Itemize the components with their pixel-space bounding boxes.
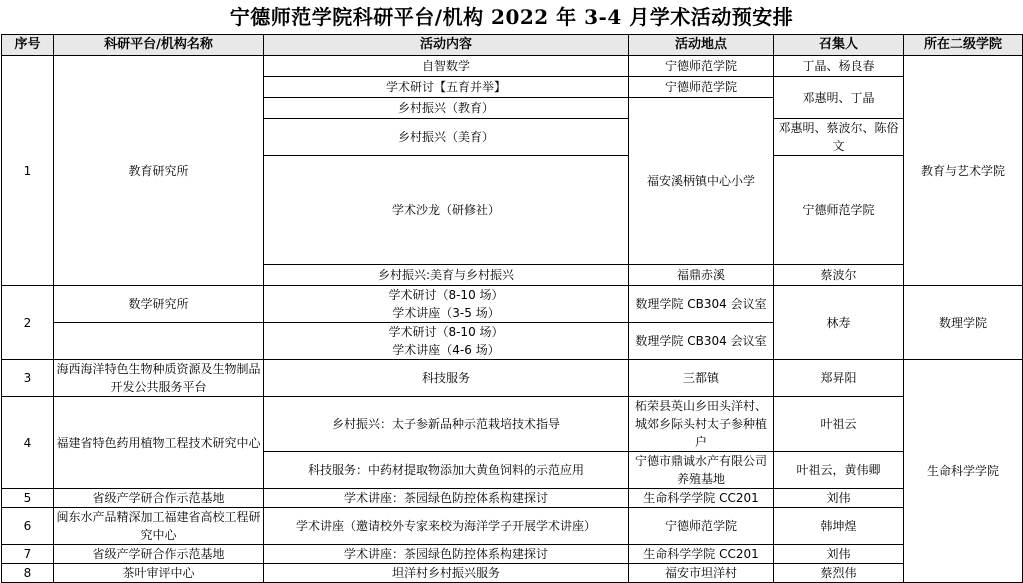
activity-location: 数理学院 CB304 会议室	[629, 286, 774, 323]
activity-content: 乡村振兴（教育）	[264, 98, 629, 119]
row-no: 2	[2, 286, 54, 360]
activity-convener: 蔡烈伟	[774, 564, 904, 583]
activity-location: 柘荣县英山乡田头洋村、城郊乡际头村太子参种植户	[629, 397, 774, 452]
activity-location: 宁德师范学院	[629, 508, 774, 545]
activity-location: 福安溪柄镇中心小学	[629, 98, 774, 265]
platform-name: 省级产学研合作示范基地	[54, 489, 264, 508]
activity-location: 福安市坦洋村	[629, 564, 774, 583]
activity-location: 三都镇	[629, 360, 774, 397]
platform-name: 教育研究所	[54, 56, 264, 286]
header-convener: 召集人	[774, 35, 904, 56]
activity-location: 宁德师范学院	[774, 156, 904, 265]
header-row	[2, 35, 1023, 56]
document-title: 宁德师范学院科研平台/机构 2022 年 3-4 月学术活动预安排	[229, 5, 794, 29]
table-row	[2, 489, 1023, 508]
activity-convener: 郑昇阳	[774, 360, 904, 397]
activity-convener: 叶祖云，黄伟卿	[774, 452, 904, 489]
table-row	[2, 397, 1023, 452]
activity-content: 科技服务：中药材提取物添加大黄鱼饲料的示范应用	[264, 452, 629, 489]
header-location: 活动地点	[629, 35, 774, 56]
table-row	[2, 508, 1023, 545]
activity-content: 学术研讨【五育并举】	[264, 77, 629, 98]
activity-convener: 刘伟	[774, 489, 904, 508]
activity-convener: 邓惠明、丁晶	[774, 77, 904, 119]
activity-location: 福鼎赤溪	[629, 265, 774, 286]
activity-location: 宁德市鼎诚水产有限公司养殖基地	[629, 452, 774, 489]
activity-content: 学术沙龙（研修社）	[264, 156, 629, 265]
activity-convener: 叶祖云	[774, 397, 904, 452]
activity-content: 乡村振兴：太子参新品种示范栽培技术指导	[264, 397, 629, 452]
row-no: 4	[2, 397, 54, 489]
activity-content: 乡村振兴（美育）	[264, 119, 629, 156]
activity-convener: 韩坤煌	[774, 508, 904, 545]
activity-content: 科技服务	[264, 360, 629, 397]
table-row	[2, 360, 1023, 397]
activity-content: 学术讲座：茶园绿色防控体系构建探讨	[264, 545, 629, 564]
header-platform: 科研平台/机构名称	[54, 35, 264, 56]
row-no: 8	[2, 564, 54, 583]
activity-content	[264, 323, 629, 360]
table-row	[2, 564, 1023, 583]
platform-name: 茶叶审评中心	[54, 564, 264, 583]
college-name: 数理学院	[904, 286, 1023, 360]
activity-content	[264, 286, 629, 323]
activity-convener: 蔡波尔	[774, 265, 904, 286]
row-no: 6	[2, 508, 54, 545]
table-row	[2, 545, 1023, 564]
platform-name: 海西海洋特色生物种质资源及生物制品开发公共服务平台	[54, 360, 264, 397]
platform-name-empty	[54, 323, 264, 360]
table-row	[2, 56, 1023, 77]
activity-content-line: 学术讲座（4-6 场）	[392, 343, 500, 357]
activity-content: 学术讲座（邀请校外专家来校为海洋学子开展学术讲座）	[264, 508, 629, 545]
activity-convener: 丁晶、杨良春	[774, 56, 904, 77]
activity-table	[1, 34, 1023, 583]
row-no: 1	[2, 56, 54, 286]
activity-content: 自智数学	[264, 56, 629, 77]
activity-location: 宁德师范学院	[629, 56, 774, 77]
college-name: 生命科学学院	[904, 360, 1023, 583]
activity-location: 宁德师范学院	[629, 77, 774, 98]
activity-content-line: 学术讲座（3-5 场）	[392, 306, 500, 320]
header-no: 序号	[2, 35, 54, 56]
activity-content: 学术讲座：茶园绿色防控体系构建探讨	[264, 489, 629, 508]
platform-name: 数学研究所	[54, 286, 264, 323]
platform-name: 省级产学研合作示范基地	[54, 545, 264, 564]
platform-name: 闽东水产品精深加工福建省高校工程研究中心	[54, 508, 264, 545]
header-college: 所在二级学院	[904, 35, 1023, 56]
platform-name: 福建省特色药用植物工程技术研究中心	[54, 397, 264, 489]
row-no: 5	[2, 489, 54, 508]
activity-convener: 刘伟	[774, 545, 904, 564]
college-name: 教育与艺术学院	[904, 56, 1023, 286]
header-content: 活动内容	[264, 35, 629, 56]
activity-content: 乡村振兴:美育与乡村振兴	[264, 265, 629, 286]
activity-location: 生命科学学院 CC201	[629, 545, 774, 564]
table-row	[2, 286, 1023, 323]
activity-convener: 邓惠明、蔡波尔、陈俗文	[774, 119, 904, 156]
row-no: 7	[2, 545, 54, 564]
activity-location: 数理学院 CB304 会议室	[629, 323, 774, 360]
activity-location: 生命科学学院 CC201	[629, 489, 774, 508]
activity-content: 坦洋村乡村振兴服务	[264, 564, 629, 583]
activity-convener: 林寿	[774, 286, 904, 360]
row-no: 3	[2, 360, 54, 397]
activity-content-line: 学术研讨（8-10 场）	[388, 288, 504, 302]
activity-content-line: 学术研讨（8-10 场）	[388, 325, 504, 339]
